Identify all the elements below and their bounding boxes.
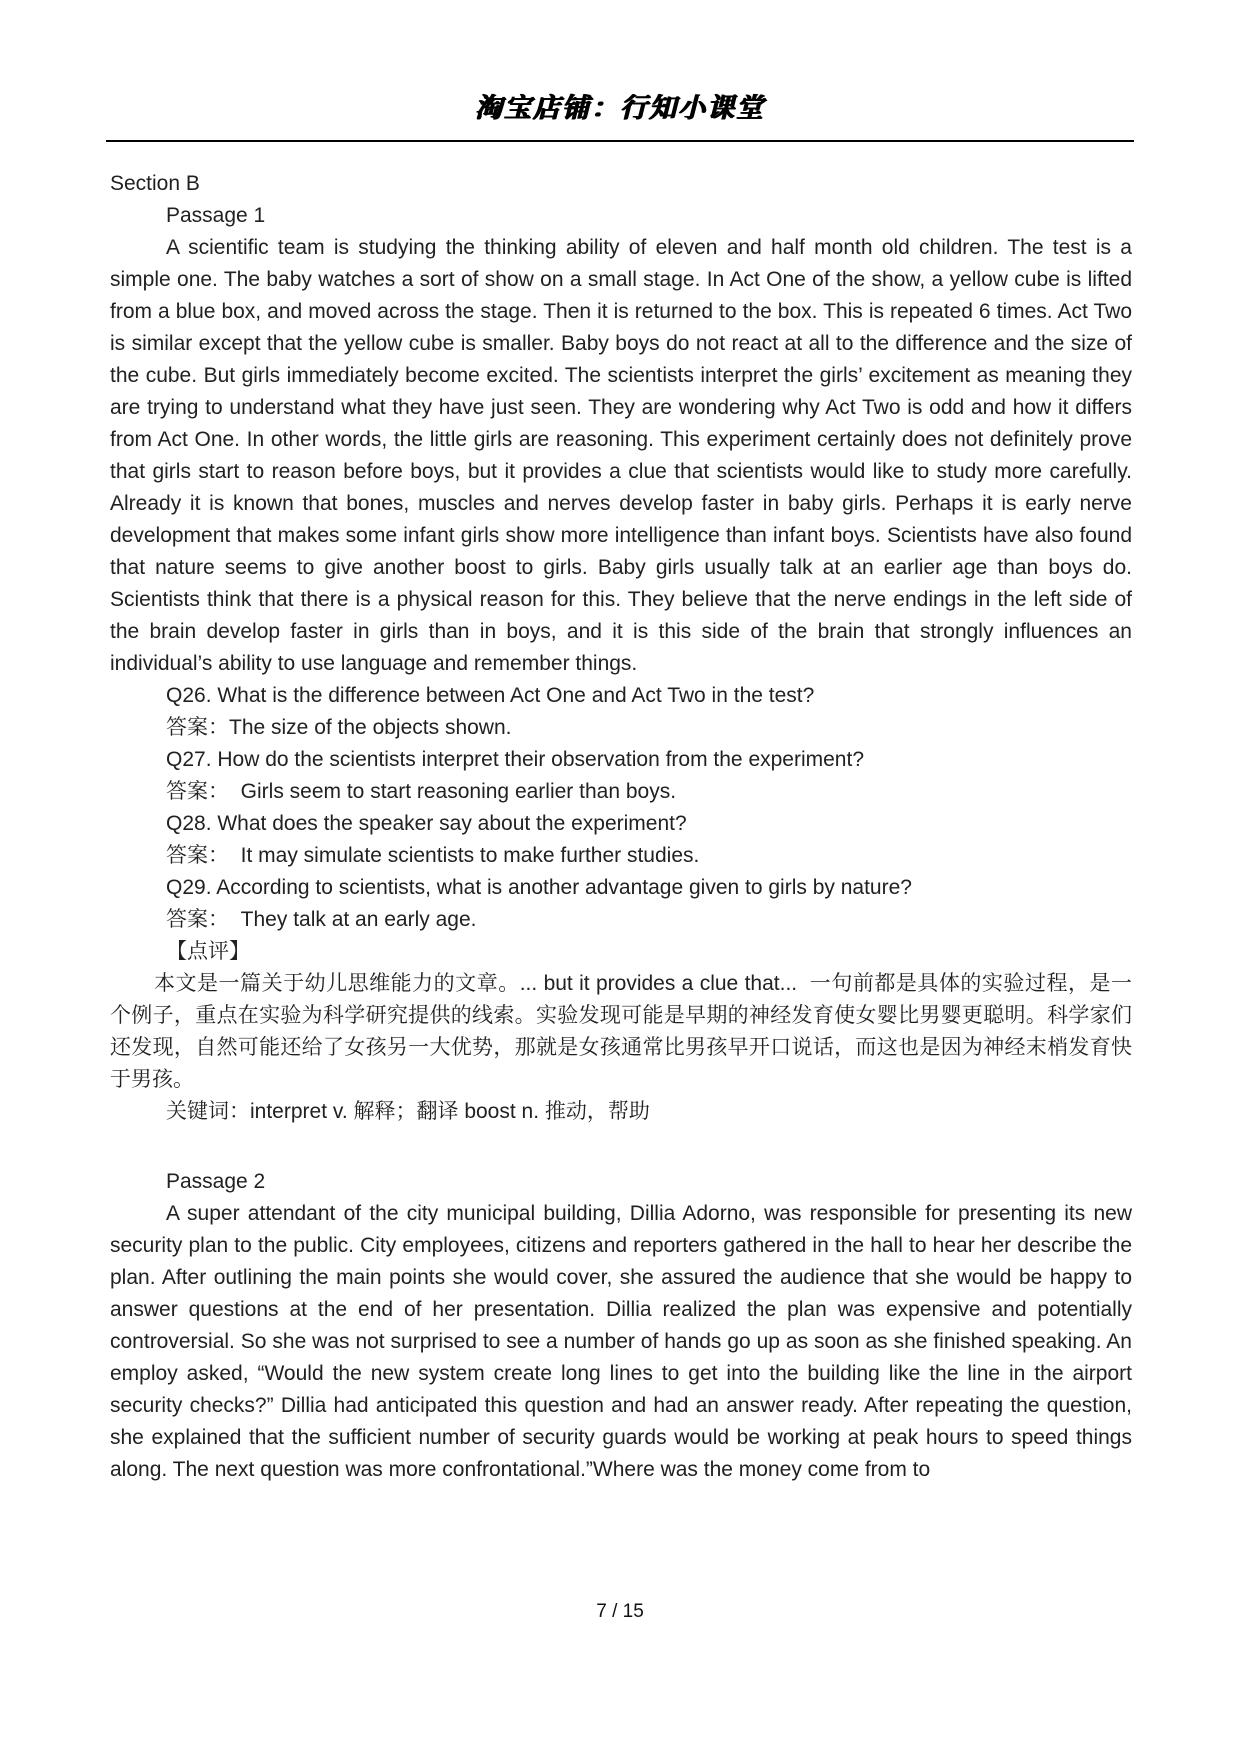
- header-divider: [106, 140, 1134, 142]
- page-number: 7 / 15: [596, 1601, 644, 1622]
- passage2-body: A super attendant of the city municipal building, Dillia Adorno, was responsible for presenting its new security plan to the public. City employees, citizens and reporters gathered in the hall to hear her describe the plan. After outlining the main points she would cover, she assured the audience that she would be happy to answer questions at the end of her presentation. Dillia realized the plan was expensive and potentially controversial. So she was not surprised to see a number of hands go up as soon as she finished speaking. An employ asked, “Would the new system create long lines to get into the building like the line in the airport security checks?” Dillia had anticipated this question and had an answer ready. After repeating the question, she explained that the sufficient number of security guards would be working at peak hours to speed things along. The next question was more confrontational.”Where was the money come from to: [110, 1202, 1132, 1481]
- passage2-heading: Passage 2: [166, 1170, 266, 1193]
- passage1-heading: Passage 1: [166, 204, 266, 227]
- answer-line-q27: 答案： Girls seem to start reasoning earlier than boys.: [166, 780, 677, 803]
- answer-line-q28: 答案： It may simulate scientists to make further studies.: [166, 844, 700, 867]
- question-line-q26: Q26. What is the difference between Act One and Act Two in the test?: [166, 684, 815, 707]
- answer-line-q26: 答案：The size of the objects shown.: [166, 716, 512, 739]
- passage1-body: A scientific team is studying the thinking ability of eleven and half month old children. The test is a simple one. The baby watches a sort of show on a small stage. In Act One of the show, a yellow cube is lifted from a blue box, and moved across the stage. Then it is returned to the box. This is repeated 6 times. Act Two is similar except that the yellow cube is smaller. Baby boys do not react at all to the difference and the size of the cube. But girls immediately become excited. The scientists interpret the girls’ excitement as meaning they are trying to understand what they have just seen. They are wondering why Act Two is odd and how it differs from Act One. In other words, the little girls are reasoning. This experiment certainly does not definitely prove that girls start to reason before boys, but it provides a clue that scientists would like to study more carefully. Already it is known that bones, muscles and nerves develop faster in baby girls. Perhaps it is early nerve development that makes some infant girls show more intelligence than infant boys. Scientists have also found that nature seems to give another boost to girls. Baby girls usually talk at an earlier age than boys do. Scientists think that there is a physical reason for this. They believe that the nerve endings in the left side of the brain develop faster in girls than in boys, and it is this side of the brain that strongly influences an individual’s ability to use language and remember things.: [110, 236, 1132, 675]
- answer-line-q29: 答案： They talk at an early age.: [166, 908, 477, 931]
- keywords-line: 关键词：interpret v. 解释；翻译 boost n. 推动，帮助: [166, 1100, 650, 1123]
- question-line-q29: Q29. According to scientists, what is another advantage given to girls by nature?: [166, 876, 912, 899]
- section-title: Section B: [110, 172, 200, 195]
- question-line-q27: Q27. How do the scientists interpret their observation from the experiment?: [166, 748, 865, 771]
- taobao-shop-banner: 淘宝店铺：行知小课堂: [475, 93, 765, 123]
- question-line-q28: Q28. What does the speaker say about the experiment?: [166, 812, 687, 835]
- comment-paragraph: 本文是一篇关于幼儿思维能力的文章。... but it provides a clue that... 一句前都是具体的实验过程，是一个例子，重点在实验为科学研究提供的线索。实验发现可能是早期的神经发育使女婴比男婴更聪明。科学家们还发现，自然可能还给了女孩另一大优势，那就是女孩通常比男孩早开口说话，而这也是因为神经末梢发育快于男孩。: [110, 972, 1132, 1091]
- page-content: [110, 168, 1132, 1486]
- comment-label: 【点评】: [166, 940, 250, 963]
